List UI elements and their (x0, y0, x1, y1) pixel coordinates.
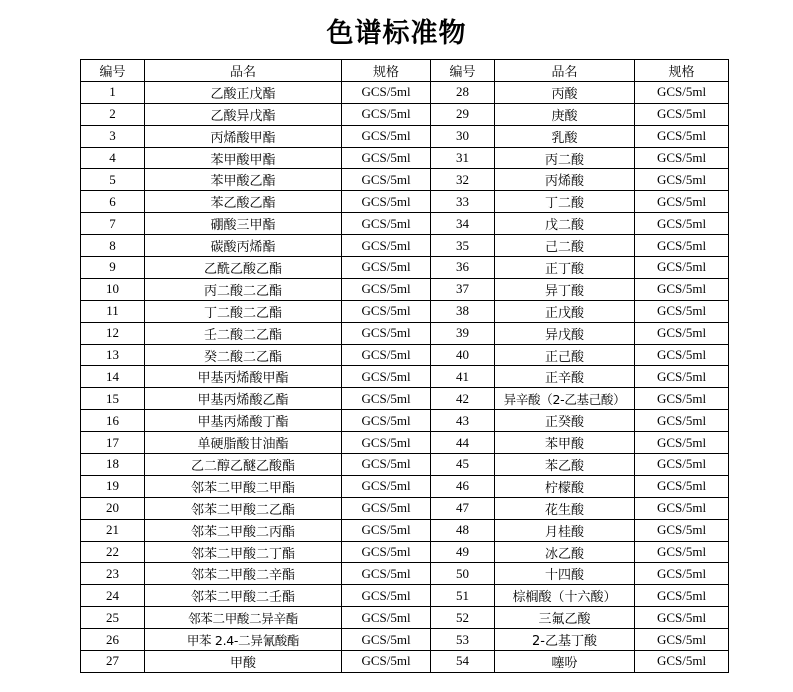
cell-spec-right: GCS/5ml (635, 541, 729, 563)
cell-spec-right: GCS/5ml (635, 388, 729, 410)
cell-spec-right: GCS/5ml (635, 563, 729, 585)
cell-name-left: 丁二酸二乙酯 (145, 300, 342, 322)
cell-spec-right: GCS/5ml (635, 519, 729, 541)
table-row (81, 432, 729, 454)
table-body (81, 81, 729, 672)
cell-name-left: 癸二酸二乙酯 (145, 344, 342, 366)
table-row (81, 103, 729, 125)
cell-number-left: 24 (81, 585, 145, 607)
cell-number-left: 2 (81, 103, 145, 125)
cell-name-right: 己二酸 (495, 235, 635, 257)
cell-spec-right: GCS/5ml (635, 191, 729, 213)
cell-number-left: 13 (81, 344, 145, 366)
cell-spec-right: GCS/5ml (635, 497, 729, 519)
cell-name-left: 苯乙酸乙酯 (145, 191, 342, 213)
cell-spec-left: GCS/5ml (342, 103, 431, 125)
cell-spec-right: GCS/5ml (635, 607, 729, 629)
cell-number-right: 47 (431, 497, 495, 519)
cell-spec-right: GCS/5ml (635, 454, 729, 476)
cell-number-right: 54 (431, 651, 495, 673)
cell-number-right: 30 (431, 125, 495, 147)
header-name-left: 品名 (145, 60, 342, 82)
cell-spec-left: GCS/5ml (342, 344, 431, 366)
table-row (81, 651, 729, 673)
cell-spec-left: GCS/5ml (342, 629, 431, 651)
cell-spec-left: GCS/5ml (342, 541, 431, 563)
table-row (81, 519, 729, 541)
cell-name-right: 苯甲酸 (495, 432, 635, 454)
table-row (81, 81, 729, 103)
cell-number-left: 25 (81, 607, 145, 629)
cell-number-left: 5 (81, 169, 145, 191)
cell-name-right: 三氟乙酸 (495, 607, 635, 629)
cell-spec-left: GCS/5ml (342, 81, 431, 103)
cell-spec-right: GCS/5ml (635, 125, 729, 147)
cell-name-left: 丙烯酸甲酯 (145, 125, 342, 147)
cell-number-right: 46 (431, 475, 495, 497)
table-row (81, 541, 729, 563)
table-row (81, 454, 729, 476)
cell-name-right: 十四酸 (495, 563, 635, 585)
cell-number-left: 6 (81, 191, 145, 213)
cell-number-right: 35 (431, 235, 495, 257)
cell-number-left: 18 (81, 454, 145, 476)
standards-table (80, 59, 729, 673)
cell-name-left: 苯甲酸甲酯 (145, 147, 342, 169)
table-row (81, 147, 729, 169)
cell-number-right: 36 (431, 257, 495, 279)
cell-spec-right: GCS/5ml (635, 103, 729, 125)
cell-spec-right: GCS/5ml (635, 410, 729, 432)
cell-name-left: 单硬脂酸甘油酯 (145, 432, 342, 454)
cell-name-right: 棕榈酸（十六酸） (495, 585, 635, 607)
cell-number-right: 44 (431, 432, 495, 454)
cell-spec-right: GCS/5ml (635, 300, 729, 322)
cell-name-left: 甲基丙烯酸乙酯 (145, 388, 342, 410)
cell-name-right: 乳酸 (495, 125, 635, 147)
cell-name-left: 甲基丙烯酸甲酯 (145, 366, 342, 388)
cell-spec-left: GCS/5ml (342, 388, 431, 410)
cell-number-right: 29 (431, 103, 495, 125)
cell-number-right: 53 (431, 629, 495, 651)
cell-spec-left: GCS/5ml (342, 454, 431, 476)
cell-number-left: 22 (81, 541, 145, 563)
cell-number-right: 33 (431, 191, 495, 213)
cell-name-left: 壬二酸二乙酯 (145, 322, 342, 344)
cell-spec-right: GCS/5ml (635, 257, 729, 279)
cell-number-left: 20 (81, 497, 145, 519)
cell-number-left: 27 (81, 651, 145, 673)
cell-spec-right: GCS/5ml (635, 629, 729, 651)
cell-number-left: 10 (81, 278, 145, 300)
cell-spec-left: GCS/5ml (342, 585, 431, 607)
table-row (81, 497, 729, 519)
cell-spec-right: GCS/5ml (635, 344, 729, 366)
cell-name-right: 戊二酸 (495, 213, 635, 235)
cell-name-right: 庚酸 (495, 103, 635, 125)
cell-name-right: 丙二酸 (495, 147, 635, 169)
cell-number-right: 31 (431, 147, 495, 169)
cell-name-left: 甲酸 (145, 651, 342, 673)
cell-number-left: 26 (81, 629, 145, 651)
table-header-row (81, 60, 729, 82)
cell-name-left: 甲苯 2.4-二异氰酸酯 (145, 629, 342, 651)
cell-name-left: 碳酸丙烯酯 (145, 235, 342, 257)
cell-name-right: 正戊酸 (495, 300, 635, 322)
cell-number-left: 8 (81, 235, 145, 257)
cell-spec-left: GCS/5ml (342, 147, 431, 169)
cell-name-left: 乙酸正戊酯 (145, 81, 342, 103)
cell-spec-left: GCS/5ml (342, 257, 431, 279)
cell-spec-left: GCS/5ml (342, 125, 431, 147)
cell-spec-left: GCS/5ml (342, 300, 431, 322)
cell-name-right: 正己酸 (495, 344, 635, 366)
cell-name-left: 邻苯二甲酸二丁酯 (145, 541, 342, 563)
cell-name-right: 丁二酸 (495, 191, 635, 213)
header-spec-left: 规格 (342, 60, 431, 82)
cell-name-right: 柠檬酸 (495, 475, 635, 497)
cell-number-right: 43 (431, 410, 495, 432)
cell-number-left: 4 (81, 147, 145, 169)
cell-name-right: 丙酸 (495, 81, 635, 103)
cell-number-right: 45 (431, 454, 495, 476)
cell-spec-left: GCS/5ml (342, 410, 431, 432)
cell-spec-left: GCS/5ml (342, 563, 431, 585)
cell-spec-right: GCS/5ml (635, 432, 729, 454)
cell-name-left: 乙二醇乙醚乙酸酯 (145, 454, 342, 476)
cell-name-right: 异戊酸 (495, 322, 635, 344)
cell-number-left: 14 (81, 366, 145, 388)
table-row (81, 257, 729, 279)
cell-spec-right: GCS/5ml (635, 651, 729, 673)
cell-name-right: 正丁酸 (495, 257, 635, 279)
cell-name-right: 噻吩 (495, 651, 635, 673)
table-row (81, 169, 729, 191)
cell-name-left: 丙二酸二乙酯 (145, 278, 342, 300)
cell-name-left: 硼酸三甲酯 (145, 213, 342, 235)
cell-name-right: 苯乙酸 (495, 454, 635, 476)
cell-spec-right: GCS/5ml (635, 278, 729, 300)
cell-name-right: 丙烯酸 (495, 169, 635, 191)
table-row (81, 300, 729, 322)
cell-number-right: 41 (431, 366, 495, 388)
table-row (81, 235, 729, 257)
cell-name-right: 2-乙基丁酸 (495, 629, 635, 651)
table-row (81, 213, 729, 235)
cell-number-right: 28 (431, 81, 495, 103)
table-row (81, 125, 729, 147)
cell-name-left: 苯甲酸乙酯 (145, 169, 342, 191)
cell-number-left: 17 (81, 432, 145, 454)
table-row (81, 410, 729, 432)
cell-name-left: 邻苯二甲酸二壬酯 (145, 585, 342, 607)
header-number-left: 编号 (81, 60, 145, 82)
cell-name-right: 冰乙酸 (495, 541, 635, 563)
cell-number-right: 34 (431, 213, 495, 235)
cell-spec-right: GCS/5ml (635, 322, 729, 344)
table-row (81, 191, 729, 213)
page-title: 色谱标准物 (326, 18, 467, 49)
cell-name-left: 甲基丙烯酸丁酯 (145, 410, 342, 432)
cell-spec-left: GCS/5ml (342, 475, 431, 497)
cell-spec-right: GCS/5ml (635, 585, 729, 607)
cell-spec-right: GCS/5ml (635, 475, 729, 497)
cell-number-right: 42 (431, 388, 495, 410)
table-row (81, 366, 729, 388)
header-spec-right: 规格 (635, 60, 729, 82)
cell-number-right: 38 (431, 300, 495, 322)
cell-spec-left: GCS/5ml (342, 651, 431, 673)
cell-number-right: 48 (431, 519, 495, 541)
cell-spec-right: GCS/5ml (635, 147, 729, 169)
cell-number-left: 12 (81, 322, 145, 344)
cell-spec-left: GCS/5ml (342, 169, 431, 191)
cell-spec-left: GCS/5ml (342, 191, 431, 213)
cell-number-left: 19 (81, 475, 145, 497)
cell-number-left: 1 (81, 81, 145, 103)
table-row (81, 344, 729, 366)
cell-number-left: 9 (81, 257, 145, 279)
cell-name-right: 花生酸 (495, 497, 635, 519)
cell-number-left: 7 (81, 213, 145, 235)
cell-name-left: 乙酸异戊酯 (145, 103, 342, 125)
cell-name-right: 月桂酸 (495, 519, 635, 541)
cell-number-left: 11 (81, 300, 145, 322)
cell-spec-left: GCS/5ml (342, 278, 431, 300)
cell-name-left: 邻苯二甲酸二辛酯 (145, 563, 342, 585)
cell-name-right: 异丁酸 (495, 278, 635, 300)
cell-name-right: 正癸酸 (495, 410, 635, 432)
table-row (81, 322, 729, 344)
cell-spec-left: GCS/5ml (342, 322, 431, 344)
table-row (81, 585, 729, 607)
cell-name-left: 乙酰乙酸乙酯 (145, 257, 342, 279)
cell-name-left: 邻苯二甲酸二异辛酯 (145, 607, 342, 629)
cell-number-left: 23 (81, 563, 145, 585)
cell-number-right: 39 (431, 322, 495, 344)
cell-spec-left: GCS/5ml (342, 519, 431, 541)
cell-spec-left: GCS/5ml (342, 432, 431, 454)
table-row (81, 629, 729, 651)
header-number-right: 编号 (431, 60, 495, 82)
cell-spec-right: GCS/5ml (635, 169, 729, 191)
cell-number-right: 40 (431, 344, 495, 366)
table-row (81, 278, 729, 300)
cell-spec-right: GCS/5ml (635, 366, 729, 388)
cell-name-right: 正辛酸 (495, 366, 635, 388)
table-row (81, 607, 729, 629)
cell-number-right: 49 (431, 541, 495, 563)
cell-name-right: 异辛酸（2-乙基己酸） (495, 388, 635, 410)
cell-number-right: 37 (431, 278, 495, 300)
cell-spec-left: GCS/5ml (342, 366, 431, 388)
cell-number-right: 52 (431, 607, 495, 629)
cell-number-left: 3 (81, 125, 145, 147)
cell-spec-right: GCS/5ml (635, 235, 729, 257)
cell-spec-left: GCS/5ml (342, 607, 431, 629)
cell-name-left: 邻苯二甲酸二甲酯 (145, 475, 342, 497)
cell-spec-right: GCS/5ml (635, 213, 729, 235)
table-row (81, 388, 729, 410)
cell-number-left: 16 (81, 410, 145, 432)
cell-spec-left: GCS/5ml (342, 235, 431, 257)
table-row (81, 563, 729, 585)
cell-number-right: 32 (431, 169, 495, 191)
cell-number-right: 51 (431, 585, 495, 607)
cell-number-right: 50 (431, 563, 495, 585)
cell-spec-left: GCS/5ml (342, 213, 431, 235)
header-name-right: 品名 (495, 60, 635, 82)
table-row (81, 475, 729, 497)
cell-number-left: 21 (81, 519, 145, 541)
cell-number-left: 15 (81, 388, 145, 410)
cell-name-left: 邻苯二甲酸二丙酯 (145, 519, 342, 541)
cell-name-left: 邻苯二甲酸二乙酯 (145, 497, 342, 519)
cell-spec-right: GCS/5ml (635, 81, 729, 103)
cell-spec-left: GCS/5ml (342, 497, 431, 519)
